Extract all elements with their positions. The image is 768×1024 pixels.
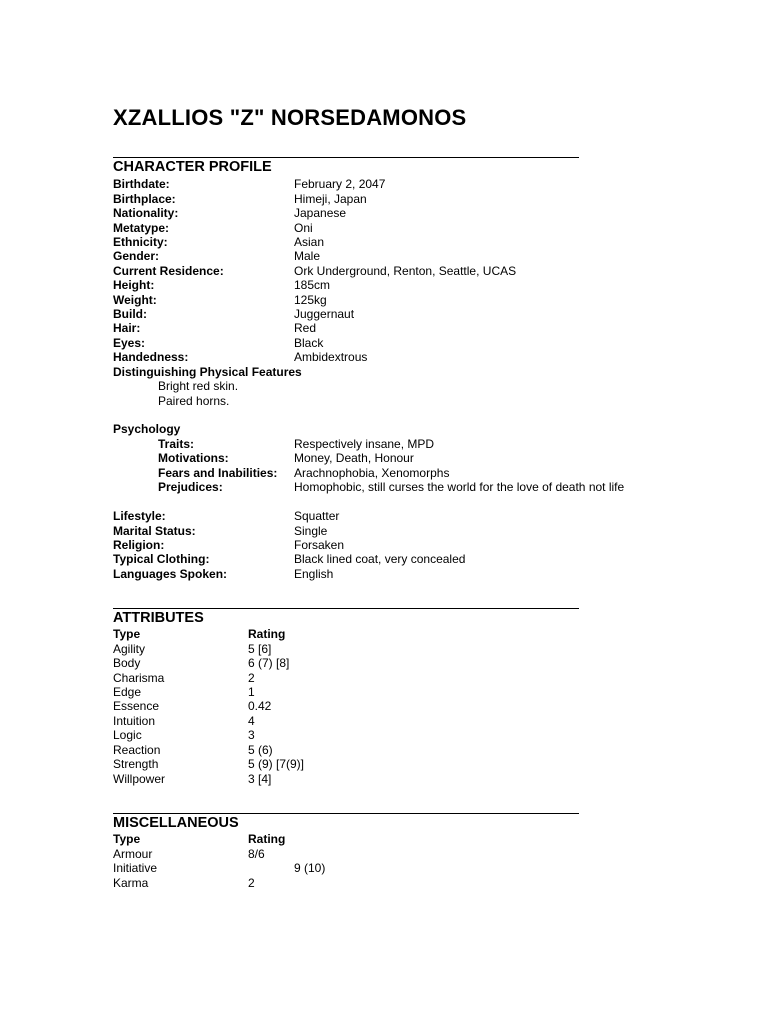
misc-stat-type: Initiative [113,861,158,875]
field-value-gender: Male [294,249,321,263]
misc-value-languages: English [294,566,334,581]
attribute-rating: 5 (9) [7(9)] [248,757,305,771]
field-value-residence: Ork Underground, Renton, Seattle, UCAS [294,263,517,278]
attribute-rating: 3 [4] [248,771,272,786]
attribute-type: Intuition [113,713,156,728]
miscellaneous-col-rating: Rating [248,832,286,846]
attribute-rating: 5 [6] [248,641,272,656]
field-label-handedness: Handedness: [113,350,189,364]
field-label-eyes: Eyes: [113,335,146,350]
character-name-title: XZALLIOS "Z" NORSEDAMONOS [113,105,467,130]
field-value-metatype: Oni [294,220,313,235]
misc-label-marital: Marital Status: [113,523,196,538]
misc-stat-type: Karma [113,875,149,890]
psych-value-traits: Respectively insane, MPD [294,436,435,451]
attribute-rating: 5 (6) [248,742,273,757]
field-value-hair: Red [294,321,317,335]
misc-label-languages: Languages Spoken: [113,566,228,581]
misc-value-marital: Single [294,523,328,538]
field-label-birthplace: Birthplace: [113,191,176,206]
misc-stat-rating: 2 [248,875,255,890]
field-label-gender: Gender: [113,249,160,263]
attribute-rating: 4 [248,713,255,728]
attribute-type: Willpower [113,771,166,786]
profile-heading: CHARACTER PROFILE [113,159,272,175]
psych-label-traits: Traits: [158,436,195,451]
attribute-rating: 3 [248,728,255,742]
field-label-build: Build: [113,307,147,321]
field-label-nationality: Nationality: [113,206,179,220]
attribute-type: Body [113,656,141,670]
attribute-type: Essence [113,699,160,713]
field-value-weight: 125kg [294,292,327,307]
attribute-type: Edge [113,685,142,699]
attribute-type: Charisma [113,670,165,685]
misc-label-lifestyle: Lifestyle: [113,509,166,523]
field-value-build: Juggernaut [294,307,355,321]
section-divider [113,608,579,609]
attribute-type: Strength [113,757,159,771]
field-value-birthdate: February 2, 2047 [294,177,386,191]
feature-item: Bright red skin. [158,379,239,393]
psych-label-prejudices: Prejudices: [158,480,223,494]
attribute-rating: 1 [248,685,255,699]
misc-stat-rating: 9 (10) [294,861,326,875]
field-value-height: 185cm [294,278,331,292]
psych-value-motivations: Money, Death, Honour [294,451,414,465]
psych-value-prejudices: Homophobic, still curses the world for the love of death not life [294,480,625,494]
psych-value-fears: Arachnophobia, Xenomorphs [294,465,450,480]
misc-value-lifestyle: Squatter [294,509,340,523]
section-divider [113,157,579,158]
field-value-eyes: Black [294,335,324,350]
misc-value-clothing: Black lined coat, very concealed [294,552,466,566]
misc-label-clothing: Typical Clothing: [113,552,210,566]
misc-stat-rating: 8/6 [248,846,265,861]
field-label-weight: Weight: [113,292,157,307]
feature-item: Paired horns. [158,393,230,408]
attribute-rating: 6 (7) [8] [248,656,290,670]
field-value-ethnicity: Asian [294,235,325,249]
field-label-birthdate: Birthdate: [113,177,170,191]
psych-label-fears: Fears and Inabilities: [158,465,278,480]
attributes-col-type: Type [113,627,141,641]
attributes-heading: ATTRIBUTES [113,610,204,626]
field-label-metatype: Metatype: [113,220,170,235]
misc-label-religion: Religion: [113,538,165,552]
field-label-height: Height: [113,278,155,292]
attributes-col-rating: Rating [248,627,286,641]
field-label-residence: Current Residence: [113,263,224,278]
psych-label-motivations: Motivations: [158,451,229,465]
attribute-type: Agility [113,641,146,656]
attribute-type: Logic [113,728,142,742]
field-value-nationality: Japanese [294,206,347,220]
attribute-rating: 2 [248,670,255,685]
features-label: Distinguishing Physical Features [113,364,302,379]
psychology-label: Psychology [113,422,181,436]
miscellaneous-heading: MISCELLANEOUS [113,815,239,831]
field-value-birthplace: Himeji, Japan [294,191,367,206]
misc-value-religion: Forsaken [294,538,345,552]
section-divider [113,813,579,814]
field-value-handedness: Ambidextrous [294,350,368,364]
attribute-type: Reaction [113,742,161,757]
field-label-ethnicity: Ethnicity: [113,235,168,249]
attribute-rating: 0.42 [248,699,272,713]
miscellaneous-col-type: Type [113,832,141,846]
misc-stat-type: Armour [113,846,153,861]
field-label-hair: Hair: [113,321,141,335]
